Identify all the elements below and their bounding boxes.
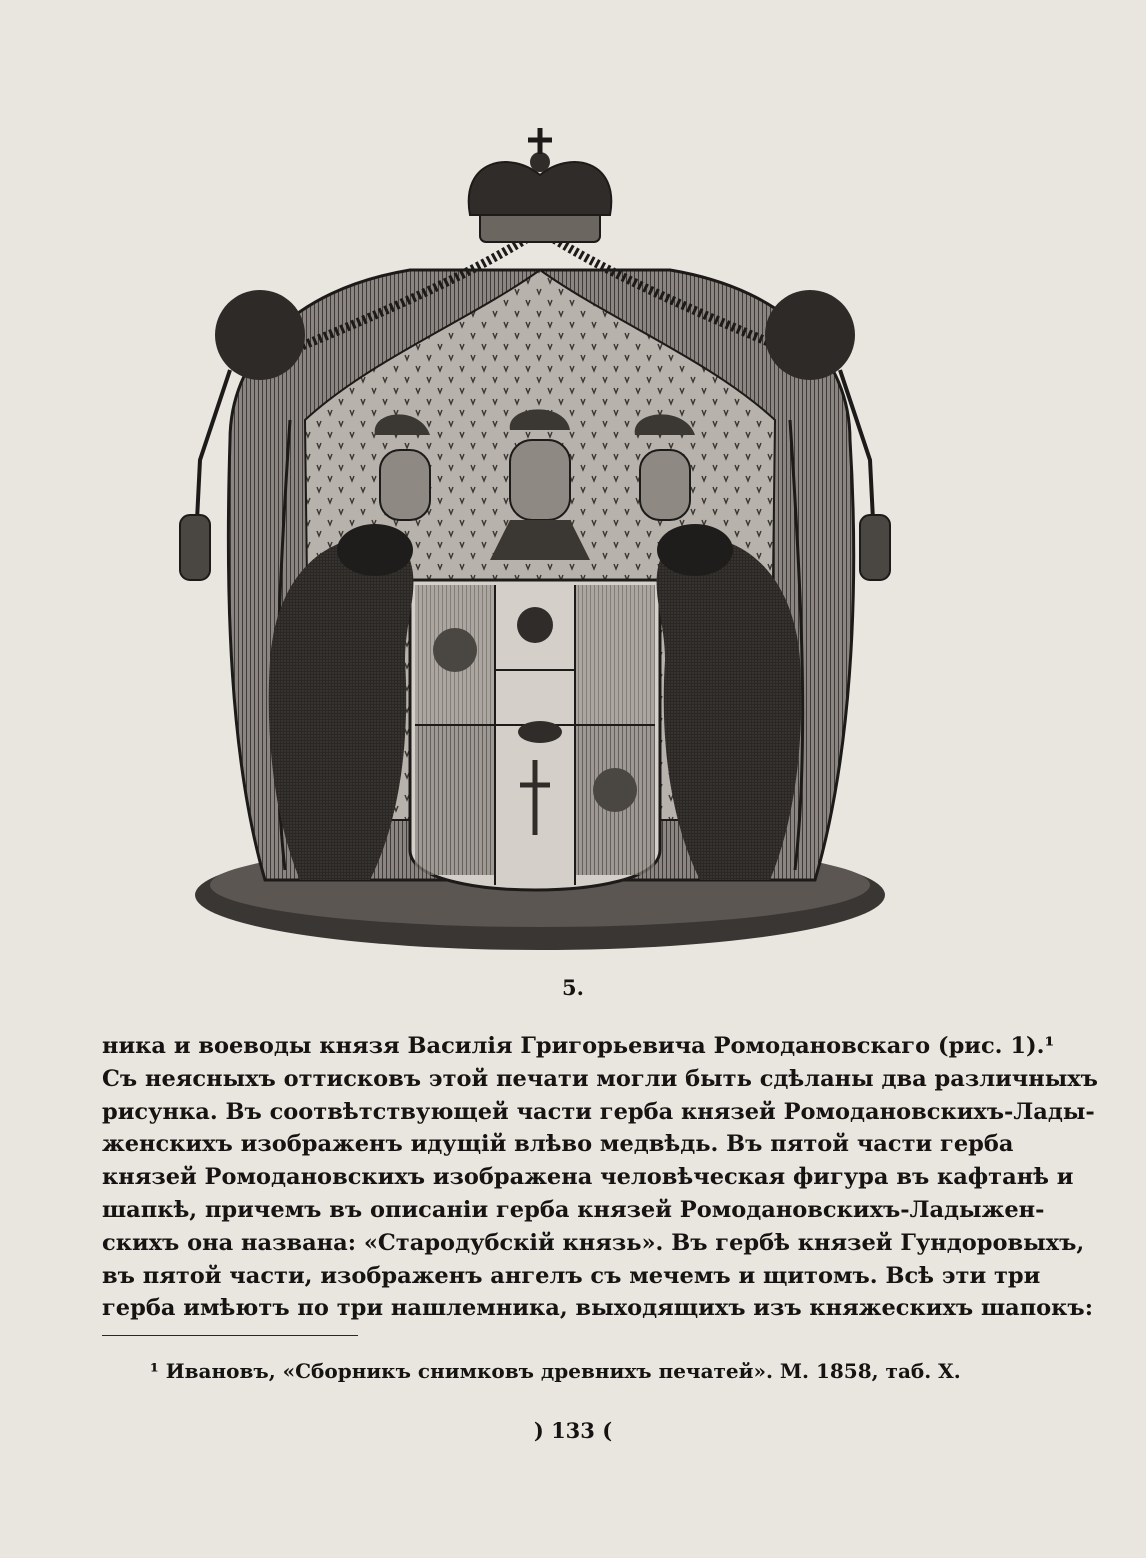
footnote-rule xyxy=(102,1335,358,1336)
text-line: женскихъ изображенъ идущій влѣво медвѣдь. Въ пятой части герба xyxy=(102,1131,1014,1158)
body-paragraph xyxy=(102,1030,1098,1325)
helmet-left xyxy=(375,414,430,520)
shield xyxy=(410,580,660,890)
text-line: герба имѣютъ по три нашлемника, выходящихъ изъ княжескихъ шапокъ: xyxy=(102,1295,1093,1322)
page-number: ) 133 ( xyxy=(533,1418,613,1443)
text-line: шапкѣ, причемъ въ описаніи герба князей Ромодановскихъ-Ладыжен- xyxy=(102,1196,1045,1223)
text-line: скихъ она названа: «Стародубскій князь». Въ гербѣ князей Гундоровыхъ, xyxy=(102,1229,1085,1256)
text-line: ника и воеводы князя Василія Григорьевича Ромодановскаго (рис. 1).¹ xyxy=(102,1033,1055,1059)
text-line: Съ неясныхъ оттисковъ этой печати могли быть сдѣланы два различныхъ xyxy=(102,1065,1098,1092)
text-line: рисунка. Въ соотвѣтствующей части герба князей Ромодановскихъ-Лады- xyxy=(102,1098,1095,1125)
coat-of-arms-engraving xyxy=(170,120,900,955)
text-line: князей Ромодановскихъ изображена человѣческая фигура въ кафтанѣ и xyxy=(102,1164,1074,1191)
helmet-right xyxy=(635,414,695,520)
footnote: ¹ Ивановъ, «Сборникъ снимковъ древнихъ печатей». М. 1858, таб. X. xyxy=(150,1359,961,1383)
figure-number: 5. xyxy=(562,975,584,1000)
text-line: въ пятой части, изображенъ ангелъ съ мечемъ и щитомъ. Всѣ эти три xyxy=(102,1262,1041,1289)
princely-crown xyxy=(469,128,612,242)
coat-of-arms-illustration xyxy=(170,120,900,955)
